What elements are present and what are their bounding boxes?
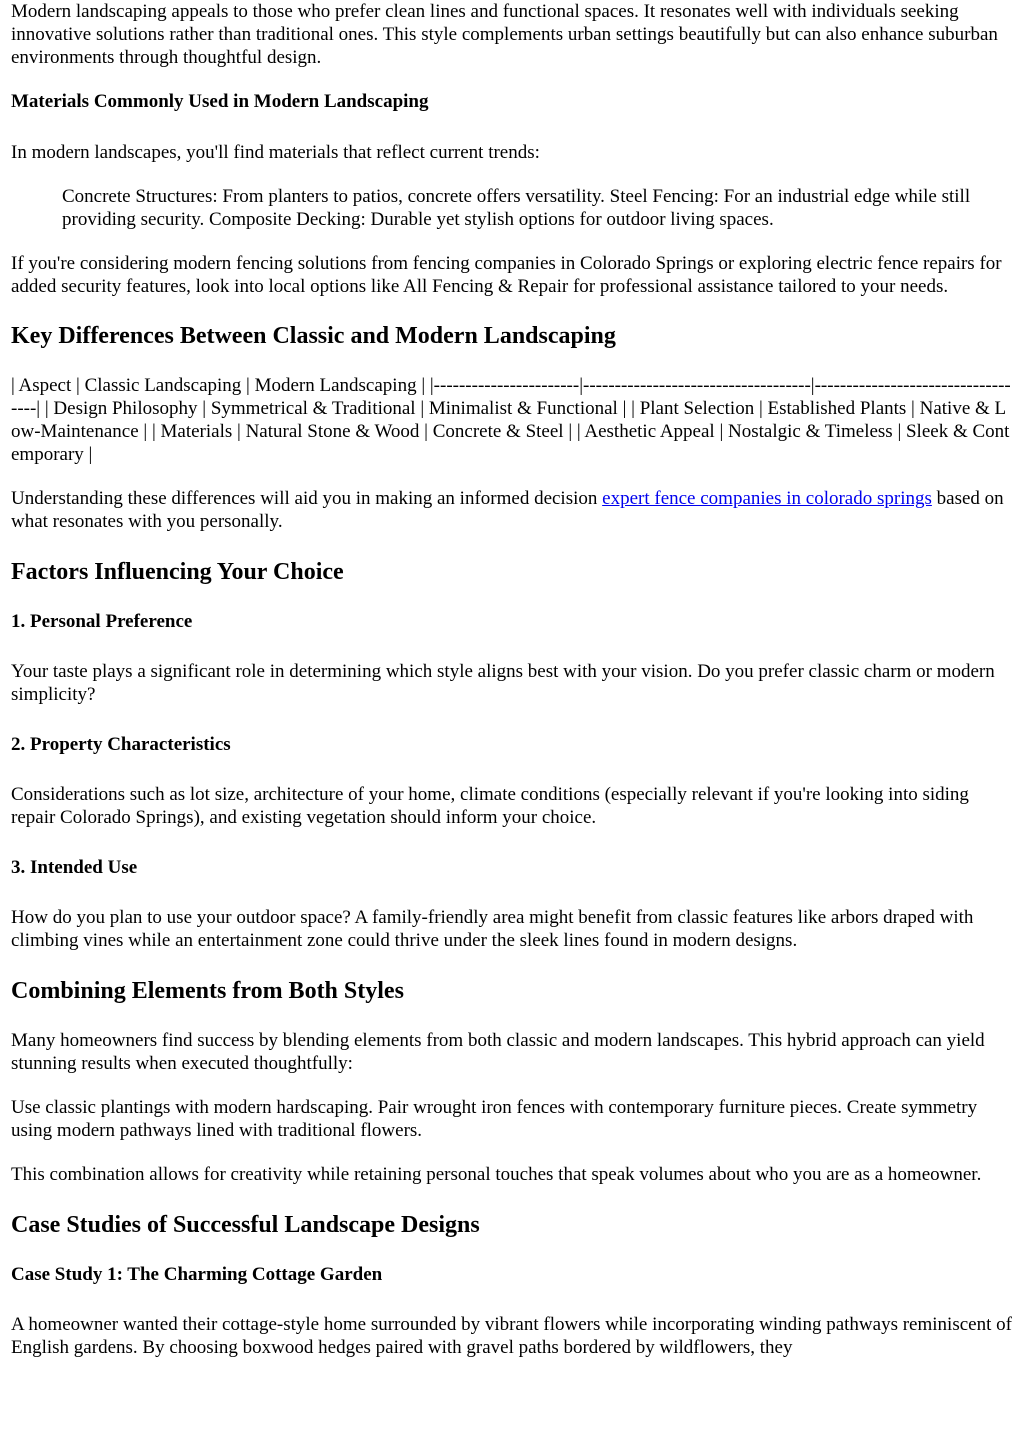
understanding-paragraph — [11, 487, 1014, 533]
combining-heading: Combining Elements from Both Styles — [11, 978, 404, 1004]
differences-table: | Aspect | Classic Landscaping | Modern Landscaping | |-----------------------|------------------------------------|-----------------------------------| | Design Philosophy | Symmetrical & Traditional | Minimalist & Functional | | Plant Selection | Established Plants | Native & Low-Maintenance | | Materials | Natural Stone & Wood | Concrete & Steel | | Aesthetic Appeal | Nostalgic & Timeless | Sleek & Contemporary | — [11, 375, 1011, 465]
combining-list: Use classic plantings with modern hardscaping. Pair wrought iron fences with contemporary furniture pieces. Create symmetry using modern pathways lined with traditional flowers. — [11, 1097, 978, 1141]
materials-heading: Materials Commonly Used in Modern Landscaping — [11, 91, 429, 112]
factor1-heading: 1. Personal Preference — [11, 611, 193, 632]
factor3-heading: 3. Intended Use — [11, 857, 138, 878]
differences-heading: Key Differences Between Classic and Modern Landscaping — [11, 323, 616, 349]
factor1-text: Your taste plays a significant role in determining which style aligns best with your vision. Do you prefer classic charm or modern simplicity? — [11, 661, 995, 705]
case-studies-heading: Case Studies of Successful Landscape Designs — [11, 1212, 480, 1238]
expert-fence-link[interactable]: expert fence companies in colorado springs — [602, 488, 932, 509]
understanding-text-before: Understanding these differences will aid you in making an informed decision — [11, 488, 603, 509]
case1-heading: Case Study 1: The Charming Cottage Garden — [11, 1264, 383, 1285]
fencing-paragraph: If you're considering modern fencing solutions from fencing companies in Colorado Springs or exploring electric fence repairs for added security features, look into local options like All Fencing & Repair for professional assistance tailored to your needs. — [11, 253, 1002, 297]
factors-heading: Factors Influencing Your Choice — [11, 559, 344, 585]
combining-intro: Many homeowners find success by blending elements from both classic and modern landscapes. This hybrid approach can yield stunning results when executed thoughtfully: — [11, 1030, 985, 1074]
factor2-text: Considerations such as lot size, architecture of your home, climate conditions (especially relevant if you're looking into siding repair Colorado Springs), and existing vegetation should inform your choice. — [11, 784, 969, 828]
materials-intro: In modern landscapes, you'll find materials that reflect current trends: — [11, 142, 540, 163]
understanding-text-after: based on what resonates with you personally. — [11, 488, 1004, 532]
case1-text: A homeowner wanted their cottage-style home surrounded by vibrant flowers while incorporating winding pathways reminiscent of English gardens. By choosing boxwood hedges paired with gravel paths bordered by wildflowers, they — [11, 1314, 1012, 1358]
factor2-heading: 2. Property Characteristics — [11, 734, 231, 755]
intro-paragraph: Modern landscaping appeals to those who prefer clean lines and functional spaces. It resonates well with individuals seeking innovative solutions rather than traditional ones. This style complements urban settings beautifully but can also enhance suburban environments through thoughtful design. — [11, 1, 998, 68]
combining-outro: This combination allows for creativity while retaining personal touches that speak volumes about who you are as a homeowner. — [11, 1164, 982, 1185]
factor3-text: How do you plan to use your outdoor space? A family-friendly area might benefit from classic features like arbors draped with climbing vines while an entertainment zone could thrive under the sleek lines found in modern designs. — [11, 907, 974, 951]
materials-list: Concrete Structures: From planters to patios, concrete offers versatility. Steel Fencing: For an industrial edge while still providing security. Composite Decking: Durable yet stylish options for outdoor living spaces. — [62, 186, 971, 230]
